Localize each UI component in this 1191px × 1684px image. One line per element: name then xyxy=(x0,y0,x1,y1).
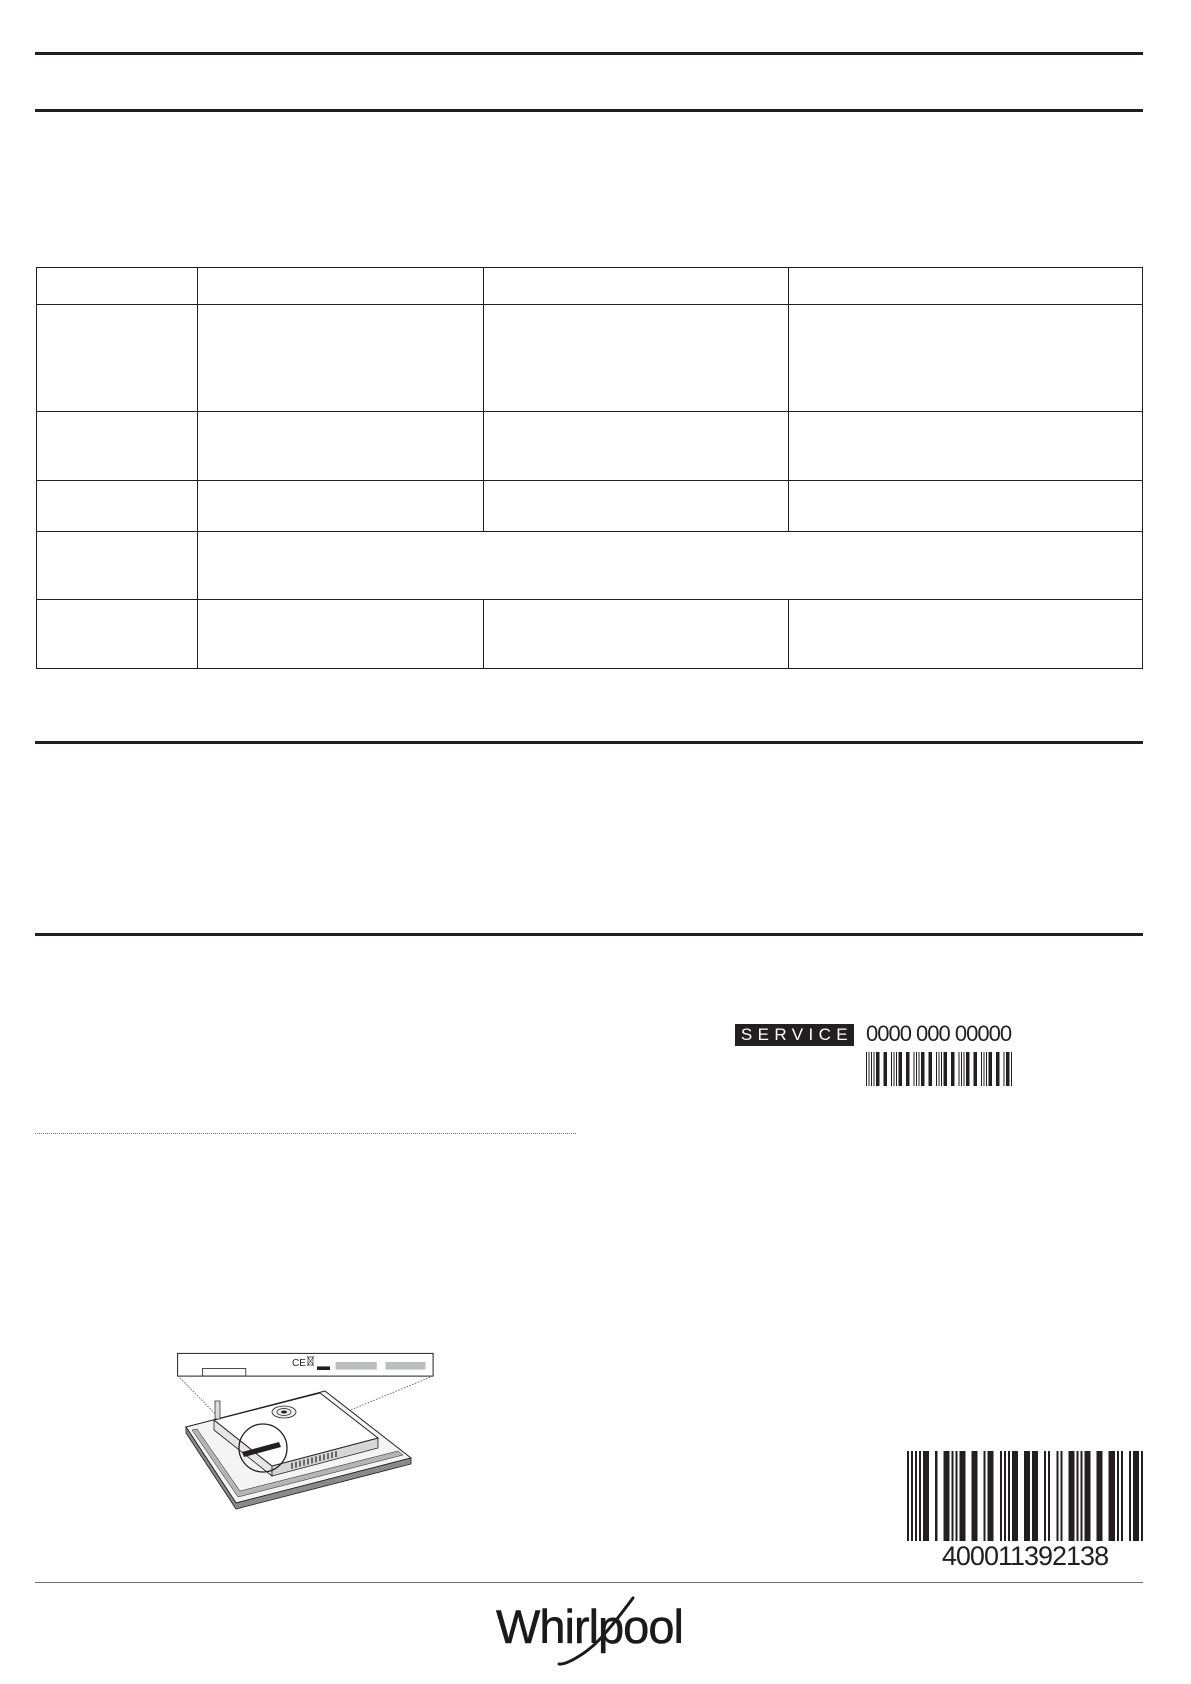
barcode-bar xyxy=(918,1052,919,1086)
fan-icon xyxy=(272,1406,296,1418)
barcode-bar xyxy=(913,1052,914,1086)
table-row xyxy=(37,532,1143,600)
service-badge: SERVICE xyxy=(735,1024,854,1046)
barcode-bar xyxy=(1012,1451,1018,1541)
barcode-bar xyxy=(916,1052,917,1086)
barcode-bar xyxy=(883,1052,887,1086)
barcode-bar xyxy=(984,1451,986,1541)
table-cell xyxy=(484,600,789,669)
barcode-bar xyxy=(1048,1451,1050,1541)
barcode-bar xyxy=(868,1052,869,1086)
barcode-bar xyxy=(1117,1451,1119,1541)
barcode-bar xyxy=(1024,1451,1030,1541)
barcode-bar xyxy=(959,1451,965,1541)
table-cell xyxy=(37,305,198,412)
barcode-bar xyxy=(906,1052,910,1086)
barcode-bar xyxy=(941,1052,942,1086)
barcode-bar xyxy=(963,1052,964,1086)
table-cell xyxy=(198,412,484,481)
service-barcode xyxy=(866,1052,1012,1086)
barcode-bar xyxy=(1004,1451,1006,1541)
barcode-bar xyxy=(1085,1451,1091,1541)
section-rule xyxy=(35,933,1143,936)
barcode-bar xyxy=(907,1451,909,1541)
barcode-bar xyxy=(928,1052,932,1086)
logo-swoosh-icon xyxy=(480,1585,700,1675)
hob-post xyxy=(215,1401,220,1419)
table-cell xyxy=(37,600,198,669)
barcode-bar xyxy=(919,1451,921,1541)
table-row xyxy=(37,481,1143,532)
barcode-bar xyxy=(891,1052,892,1086)
table-cell xyxy=(789,481,1143,532)
barcode-bar xyxy=(988,1052,992,1086)
dotted-rule xyxy=(35,1133,576,1134)
barcode-bar xyxy=(1068,1451,1074,1541)
specs-table xyxy=(36,267,1143,669)
barcode-bar xyxy=(1141,1451,1143,1541)
table-row xyxy=(37,600,1143,669)
barcode-bar xyxy=(1056,1451,1058,1541)
barcode-bar xyxy=(1044,1451,1046,1541)
barcode-bar xyxy=(896,1052,897,1086)
table-cell xyxy=(789,305,1143,412)
rating-plate-location-illustration xyxy=(170,1345,440,1515)
table-header-cell xyxy=(484,268,789,305)
barcode-bar xyxy=(1006,1052,1010,1086)
barcode-bar xyxy=(935,1451,937,1541)
plate-field xyxy=(336,1362,377,1370)
ce-mark: CE xyxy=(292,1358,306,1369)
barcode-bar xyxy=(958,1052,959,1086)
barcode-bar xyxy=(911,1451,913,1541)
section-rule xyxy=(35,741,1143,744)
barcode-bar xyxy=(921,1052,925,1086)
barcode-bar xyxy=(1032,1451,1038,1541)
barcode-bar xyxy=(988,1451,994,1541)
table-cell xyxy=(789,412,1143,481)
barcode-bar xyxy=(973,1052,977,1086)
barcode-bar xyxy=(951,1052,955,1086)
barcode-bar xyxy=(986,1052,987,1086)
barcode-bar xyxy=(955,1451,957,1541)
table-header-row xyxy=(37,268,1143,305)
section-rule xyxy=(35,109,1143,112)
barcode-bar xyxy=(893,1052,894,1086)
barcode-bar xyxy=(1003,1052,1004,1086)
table-merged-cell xyxy=(198,532,1143,600)
product-barcode-number: 400011392138 xyxy=(941,1541,1109,1571)
barcode-bar xyxy=(1109,1451,1115,1541)
barcode-bar xyxy=(1080,1451,1082,1541)
barcode-bar xyxy=(1000,1451,1002,1541)
table-header-cell xyxy=(37,268,198,305)
barcode-bar xyxy=(966,1052,970,1086)
barcode-bar xyxy=(1076,1451,1078,1541)
barcode-bar xyxy=(972,1451,978,1541)
service-number: 0000 000 00000 xyxy=(866,1021,1012,1046)
table-cell xyxy=(789,600,1143,669)
product-barcode xyxy=(907,1451,1143,1541)
table-header-cell xyxy=(198,268,484,305)
table-cell xyxy=(484,412,789,481)
barcode-bar xyxy=(898,1052,902,1086)
table-row xyxy=(37,412,1143,481)
barcode-bar xyxy=(1133,1451,1139,1541)
barcode-bar xyxy=(936,1052,937,1086)
barcode-bar xyxy=(951,1451,953,1541)
barcode-bar xyxy=(943,1052,947,1086)
barcode-bar xyxy=(1060,1451,1062,1541)
table-cell xyxy=(37,481,198,532)
barcode-bar xyxy=(866,1052,867,1086)
table-cell xyxy=(484,481,789,532)
barcode-bar xyxy=(923,1451,929,1541)
barcode-bar xyxy=(1008,1451,1010,1541)
barcode-bar xyxy=(1011,1052,1012,1086)
whirlpool-logo: Whirlpool xyxy=(496,1600,683,1653)
plate-field xyxy=(386,1362,426,1370)
table-cell xyxy=(37,412,198,481)
table-cell xyxy=(37,532,198,600)
barcode-bar xyxy=(961,1052,962,1086)
table-cell xyxy=(198,481,484,532)
barcode-bar xyxy=(983,1052,984,1086)
barcode-bar xyxy=(943,1451,949,1541)
barcode-bar xyxy=(981,1052,982,1086)
logo-swoosh-path xyxy=(559,1598,633,1664)
barcode-bar xyxy=(1129,1451,1131,1541)
barcode-bar xyxy=(871,1052,872,1086)
barcode-bar xyxy=(915,1451,917,1541)
plate-marking xyxy=(317,1366,330,1370)
barcode-bar xyxy=(873,1052,874,1086)
table-cell xyxy=(484,305,789,412)
table-header-cell xyxy=(789,268,1143,305)
barcode-bar xyxy=(938,1052,939,1086)
table-cell xyxy=(198,600,484,669)
barcode-bar xyxy=(876,1052,880,1086)
footer-rule xyxy=(35,1582,1143,1583)
barcode-bar xyxy=(1121,1451,1123,1541)
table-row xyxy=(37,305,1143,412)
barcode-bar xyxy=(1097,1451,1103,1541)
section-rule xyxy=(35,52,1143,55)
barcode-bar xyxy=(996,1052,1000,1086)
table-cell xyxy=(198,305,484,412)
